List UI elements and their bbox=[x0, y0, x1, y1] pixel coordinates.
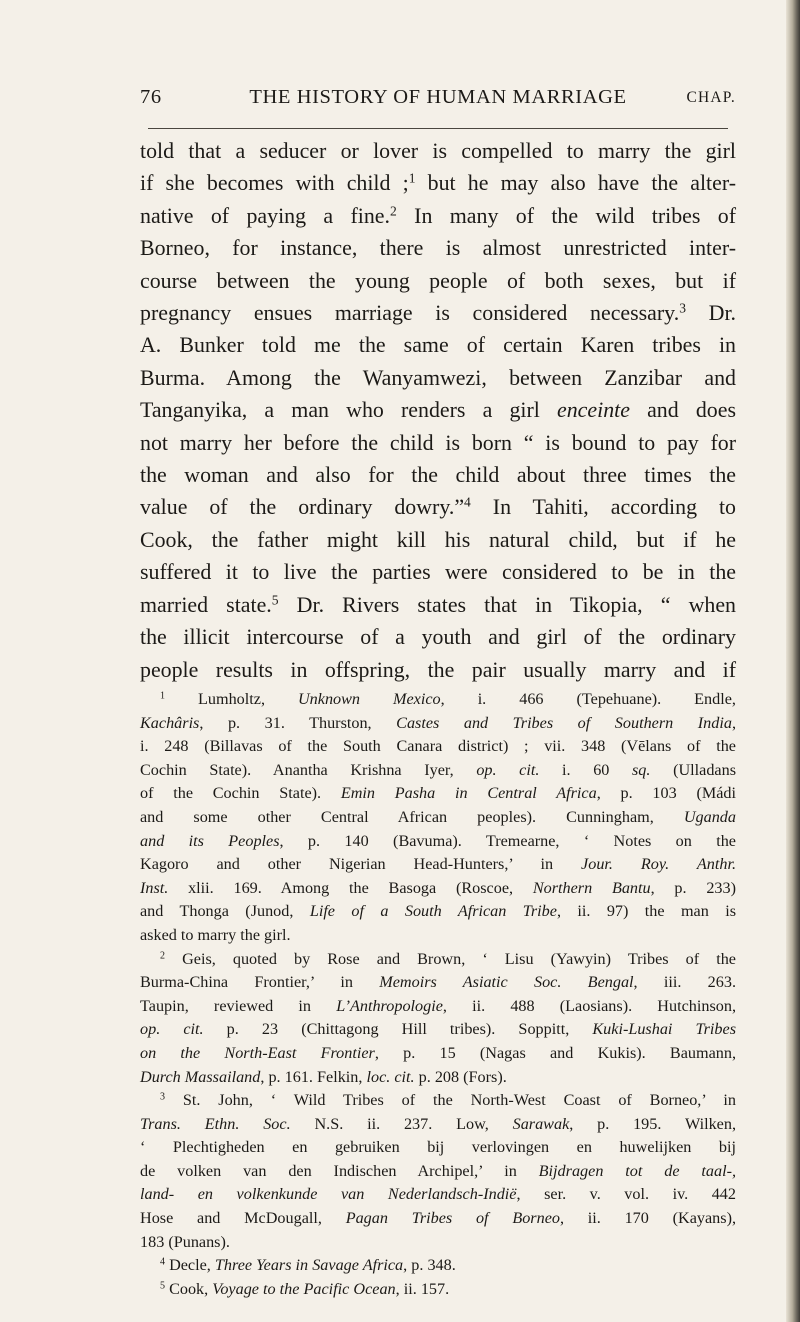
body-line: told that a seducer or lover is compelled to marry the girl bbox=[140, 138, 736, 163]
body-line: not marry her before the child is born “ is bound to pay for bbox=[140, 429, 736, 455]
footnote-line: Kachâris, p. 31. Thurston, Castes and Tribes of Southern India, bbox=[140, 713, 736, 732]
running-title: THE HISTORY OF HUMAN MARRIAGE bbox=[249, 86, 627, 108]
body-line: A. Bunker told me the same of certain Karen tribes in bbox=[140, 332, 736, 358]
running-header bbox=[140, 86, 736, 116]
footnote-line: $^4$ Decle, Three Years in Savage Africa, p. 348. bbox=[160, 1256, 456, 1275]
footnote-line: op. cit. p. 23 (Chittagong Hill tribes). Soppitt, Kuki-Lushai Tribes bbox=[140, 1020, 737, 1039]
footnote-line: land- en volkenkunde van Nederlandsch-Indië, ser. v. vol. iv. 442 bbox=[140, 1185, 736, 1204]
footnote-line: asked to marry the girl. bbox=[140, 925, 291, 944]
footnote-line: ‘ Plechtigheden en gebruiken bij verlovingen en huwelijken bij bbox=[140, 1138, 736, 1157]
body-line: Borneo, for instance, there is almost unrestricted inter- bbox=[140, 235, 736, 261]
body-line: the woman and also for the child about three times the bbox=[140, 462, 736, 488]
footnote-line: of the Cochin State). Emin Pasha in Central Africa, p. 103 (Mádi bbox=[140, 784, 737, 803]
footnote-line: $^2$ Geis, quoted by Rose and Brown, ‘ Lisu (Yawyin) Tribes of the bbox=[160, 949, 736, 968]
footnote-line: Durch Massailand, p. 161. Felkin, loc. cit. p. 208 (Fors). bbox=[140, 1067, 507, 1086]
footnote-line: and its Peoples, p. 140 (Bavuma). Tremearne, ‘ Notes on the bbox=[140, 831, 736, 850]
body-line: Burma. Among the Wanyamwezi, between Zanzibar and bbox=[140, 364, 736, 390]
body-line: Cook, the father might kill his natural child, but if he bbox=[140, 526, 736, 552]
body-line: Tanganyika, a man who renders a girl enceinte and does bbox=[140, 397, 736, 423]
body-line: pregnancy ensues marriage is considered necessary.$^3$ Dr. bbox=[140, 300, 736, 326]
footnote-line: Hose and McDougall, Pagan Tribes of Borneo, ii. 170 (Kayans), bbox=[140, 1209, 737, 1228]
header-rule bbox=[148, 128, 728, 129]
footnote-line: Taupin, reviewed in L’Anthropologie, ii. 488 (Laosians). Hutchinson, bbox=[140, 996, 736, 1015]
page-edge-shadow bbox=[786, 0, 800, 1322]
page-number: 76 bbox=[140, 86, 162, 108]
footnote-line: Burma-China Frontier,’ in Memoirs Asiatic Soc. Bengal, iii. 263. bbox=[140, 973, 736, 992]
body-line: value of the ordinary dowry.”$^4$ In Tahiti, according to bbox=[140, 494, 737, 520]
body-line: native of paying a fine.$^2$ In many of the wild tribes of bbox=[140, 202, 736, 228]
footnote-line: $^5$ Cook, Voyage to the Pacific Ocean, ii. 157. bbox=[160, 1279, 450, 1298]
footnote-line: $^1$ Lumholtz, Unknown Mexico, i. 466 (Tepehuane). Endle, bbox=[160, 690, 736, 708]
footnote-line: $^3$ St. John, ‘ Wild Tribes of the North-West Coast of Borneo,’ in bbox=[160, 1091, 736, 1110]
footnote-line: Trans. Ethn. Soc. N.S. ii. 237. Low, Sarawak, p. 195. Wilken, bbox=[140, 1114, 736, 1133]
footnote-line: and Thonga (Junod, Life of a South African Tribe, ii. 97) the man is bbox=[140, 902, 737, 921]
body-line: course between the young people of both sexes, but if bbox=[140, 267, 736, 293]
chapter-mark: CHAP. bbox=[686, 89, 736, 106]
body-line: people results in offspring, the pair usually marry and if bbox=[140, 656, 736, 682]
body-line: suffered it to live the parties were considered to be in the bbox=[140, 559, 736, 585]
body-line: married state.$^5$ Dr. Rivers states that in Tikopia, “ when bbox=[140, 591, 736, 617]
footnote-line: de volken van den Indischen Archipel,’ in Bijdragen tot de taal-, bbox=[140, 1161, 737, 1180]
footnote-line: i. 248 (Billavas of the South Canara district) ; vii. 348 (Vēlans of the bbox=[140, 737, 736, 756]
footnote-line: Cochin State). Anantha Krishna Iyer, op. cit. i. 60 sq. (Ulladans bbox=[140, 760, 737, 779]
footnote-line: on the North-East Frontier, p. 15 (Nagas and Kukis). Baumann, bbox=[140, 1043, 737, 1062]
body-text bbox=[140, 135, 736, 686]
footnotes bbox=[140, 688, 736, 1301]
footnote-line: Inst. xlii. 169. Among the Basoga (Roscoe, Northern Bantu, p. 233) bbox=[140, 878, 737, 897]
body-line: the illicit intercourse of a youth and girl of the ordinary bbox=[140, 624, 736, 650]
footnote-line: Kagoro and other Nigerian Head-Hunters,’ in Jour. Roy. Anthr. bbox=[140, 855, 736, 874]
footnote-line: and some other Central African peoples). Cunningham, Uganda bbox=[140, 807, 736, 826]
body-line: if she becomes with child ;$^1$ but he may also have the alter- bbox=[140, 170, 736, 196]
footnote-line: 183 (Punans). bbox=[140, 1232, 230, 1251]
